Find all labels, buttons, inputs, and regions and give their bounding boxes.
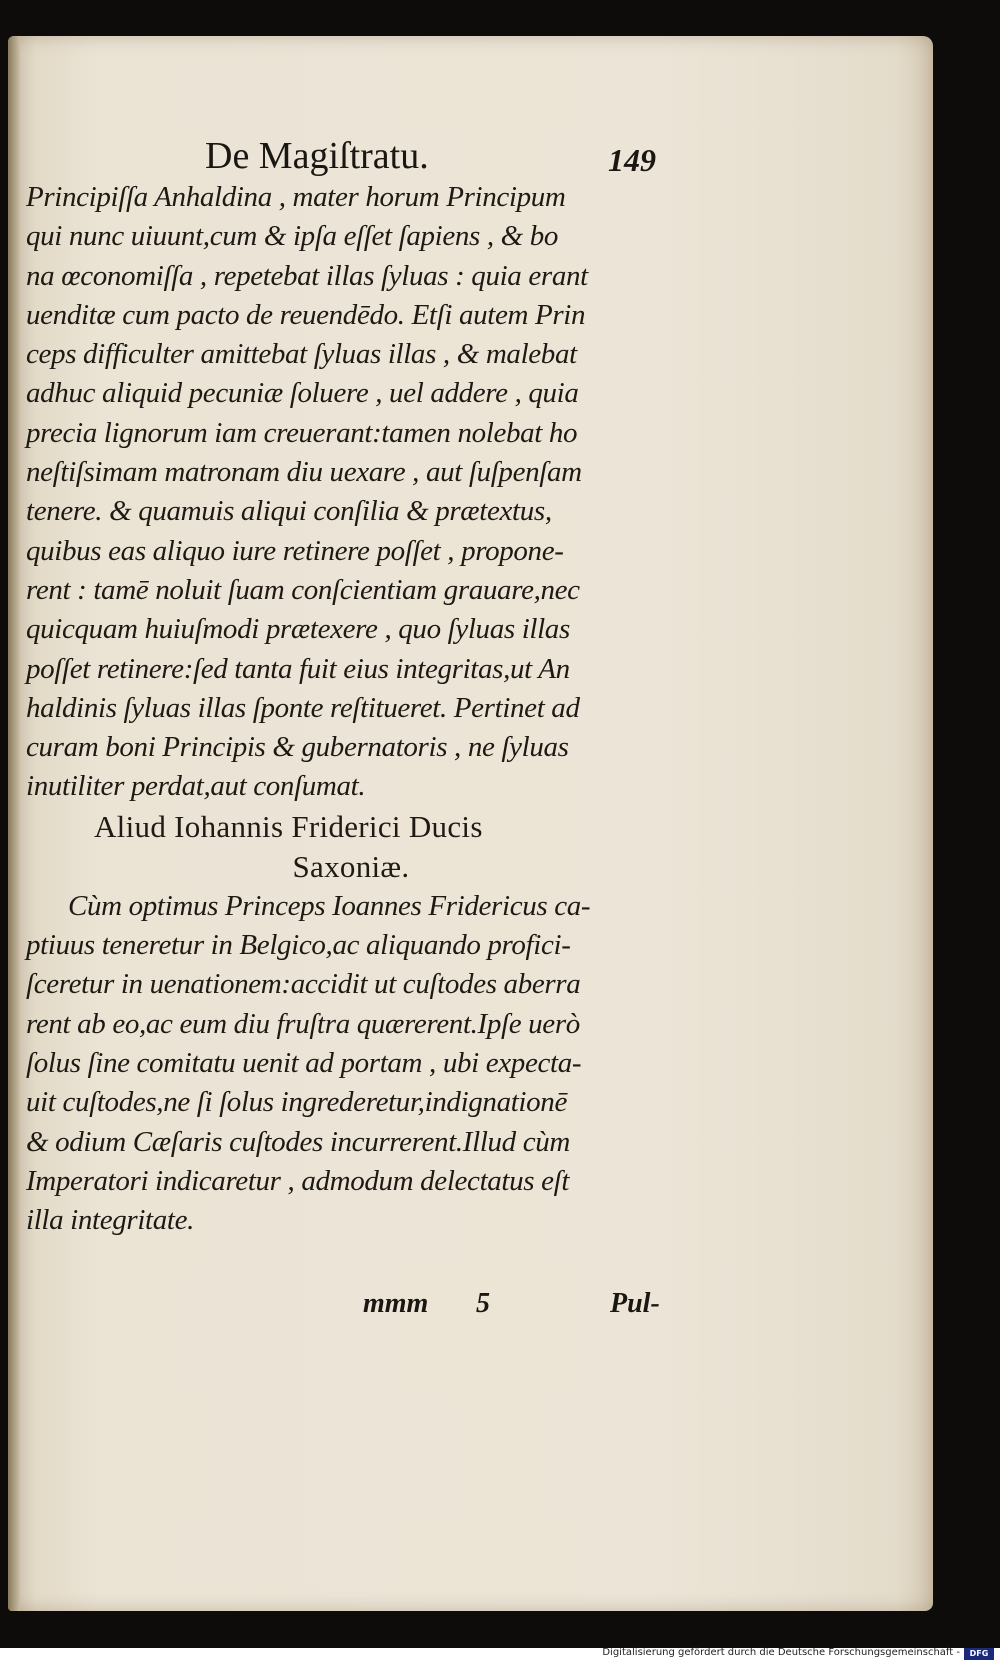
section-heading-line: Aliud Iohannis Friderici Ducis <box>94 808 483 844</box>
text-line: tenere. & quamuis aliqui conſilia & prætextus, <box>26 495 552 528</box>
running-head: De Magiſtratu. <box>205 135 429 177</box>
text-line: inutiliter perdat,aut conſumat. <box>26 770 366 803</box>
section-heading-line: Saxoniæ. <box>292 848 410 884</box>
text-line: quibus eas aliquo iure retinere poſſet , propone- <box>26 534 564 567</box>
text-line: illa integritate. <box>26 1204 195 1237</box>
text-line: rent : tamē noluit ſuam conſcientiam grauare,nec <box>26 573 580 606</box>
text-line: haldinis ſyluas illas ſponte reſtitueret. Pertinet ad <box>26 691 580 724</box>
page-footer <box>28 1288 668 1328</box>
text-line: uit cuſtodes,ne ſi ſolus ingrederetur,indignationē <box>26 1086 567 1119</box>
text-line: precia lignorum iam creuerant:tamen nolebat ho <box>26 416 578 449</box>
text-line: poſſet retinere:ſed tanta fuit eius integritas,ut An <box>26 652 570 685</box>
text-line: adhuc aliquid pecuniæ ſoluere , uel addere , quia <box>26 377 579 410</box>
text-line: ptiuus teneretur in Belgico,ac aliquando profici- <box>26 929 571 962</box>
page-binding-edge <box>8 36 20 1611</box>
text-line: qui nunc uiuunt,cum & ipſa eſſet ſapiens , & bo <box>26 220 559 253</box>
signature-mark: mmm <box>363 1288 429 1319</box>
text-line: ceps difficulter amittebat ſyluas illas , & malebat <box>26 338 577 371</box>
text-line: quicquam huiuſmodi prætexere , quo ſyluas illas <box>26 613 570 646</box>
text-line: uenditæ cum pacto de reuendēdo. Etſi autem Prin <box>26 298 586 331</box>
text-line: na œconomiſſa , repetebat illas ſyluas : quia erant <box>26 259 588 292</box>
text-line: neſtiſsimam matronam diu uexare , aut ſuſpenſam <box>26 456 582 489</box>
digitization-credit: Digitalisierung gefördert durch die Deutsche Forschungsgemeinschaft - <box>602 1647 960 1658</box>
text-line: Imperatori indicaretur , admodum delectatus eſt <box>26 1164 570 1197</box>
text-block <box>26 178 676 1240</box>
dfg-logo: DFG <box>964 1648 994 1660</box>
text-line: ſceretur in uenationem:accidit ut cuſtodes aberra <box>26 968 581 1001</box>
text-line: Cùm optimus Princeps Ioannes Fridericus ca- <box>68 889 591 922</box>
page-number: 149 <box>608 142 656 178</box>
text-line: ſolus ſine comitatu uenit ad portam , ubi expecta- <box>26 1046 582 1079</box>
text-line: Principiſſa Anhaldina , mater horum Principum <box>26 181 566 213</box>
text-line: curam boni Principis & gubernatoris , ne ſyluas <box>26 731 569 764</box>
text-line: rent ab eo,ac eum diu fruſtra quærerent.Ipſe uerò <box>26 1007 580 1040</box>
signature-number: 5 <box>476 1288 490 1319</box>
catchword: Pul- <box>610 1288 660 1319</box>
text-line: & odium Cæſaris cuſtodes incurrerent.Illud cùm <box>26 1125 570 1158</box>
book-page <box>8 36 933 1611</box>
page-header <box>28 134 668 180</box>
